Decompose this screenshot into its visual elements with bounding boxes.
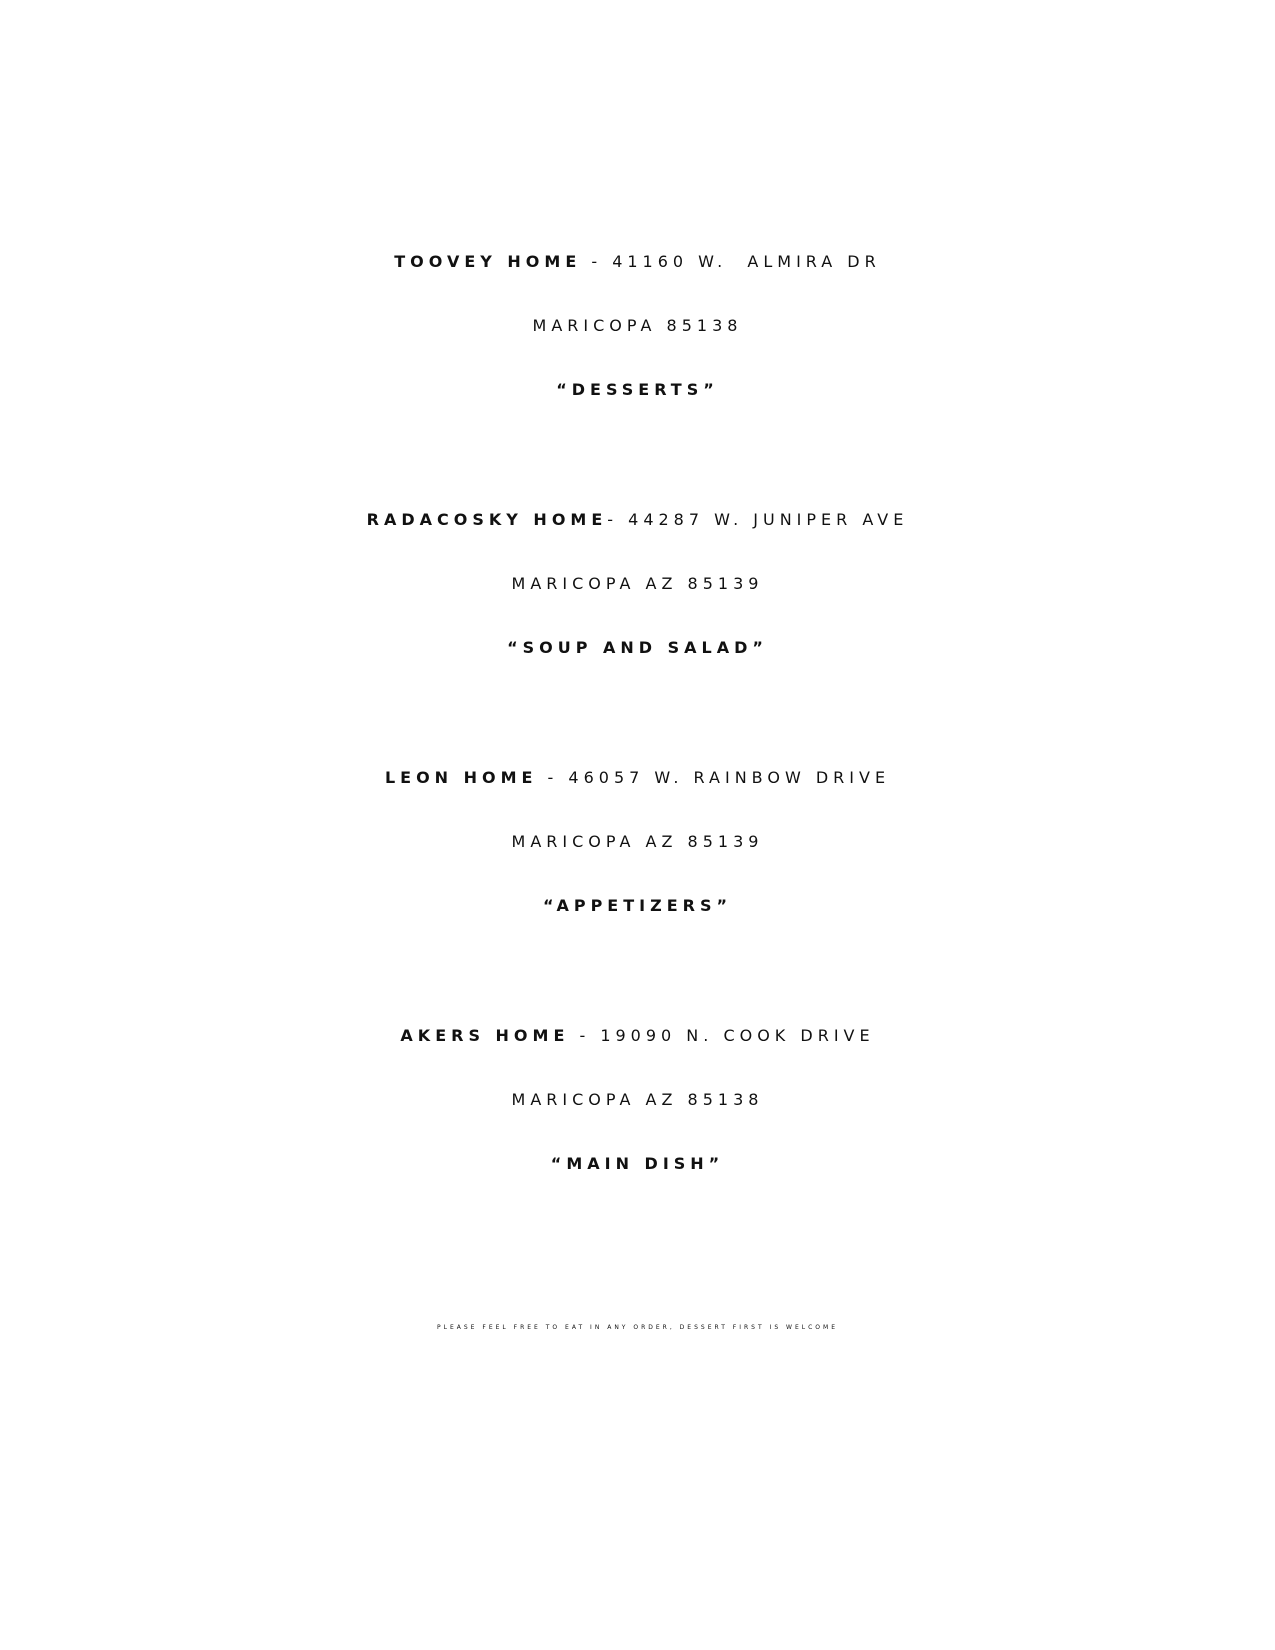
stop-name: RADACOSKY HOME xyxy=(366,510,608,529)
stop-address: - 19090 N. COOK DRIVE xyxy=(569,1026,875,1045)
stop-address: - 44287 W. JUNIPER AVE xyxy=(607,510,909,529)
stop-name: LEON HOME xyxy=(384,768,538,787)
stop-address-line xyxy=(0,746,1275,810)
stop-address: - 41160 W. ALMIRA DR xyxy=(581,252,881,271)
stop-city: MARICOPA AZ 85139 xyxy=(511,832,764,851)
order-note: PLEASE FEEL FREE TO EAT IN ANY ORDER, DESSERT FIRST IS WELCOME xyxy=(437,1324,838,1331)
stop-city: MARICOPA AZ 85138 xyxy=(511,1090,764,1109)
stop-leon xyxy=(0,746,1275,938)
stop-address-line xyxy=(0,1004,1275,1068)
stop-city: MARICOPA 85138 xyxy=(532,316,743,335)
stop-name: AKERS HOME xyxy=(400,1026,570,1045)
stop-toovey xyxy=(0,230,1275,422)
stop-address: - 46057 W. RAINBOW DRIVE xyxy=(537,768,891,787)
stop-address-line xyxy=(0,230,1275,294)
stop-akers xyxy=(0,1004,1275,1196)
stop-address-line xyxy=(0,488,1275,552)
stop-radacosky xyxy=(0,488,1275,680)
stop-dish: “APPETIZERS” xyxy=(543,896,732,915)
stop-dish: “DESSERTS” xyxy=(556,380,719,399)
stop-dish: “SOUP AND SALAD” xyxy=(507,638,768,657)
stop-name: TOOVEY HOME xyxy=(394,252,582,271)
stop-dish: “MAIN DISH” xyxy=(550,1154,725,1173)
stop-city: MARICOPA AZ 85139 xyxy=(511,574,764,593)
lost-help-note xyxy=(0,1358,1275,1384)
